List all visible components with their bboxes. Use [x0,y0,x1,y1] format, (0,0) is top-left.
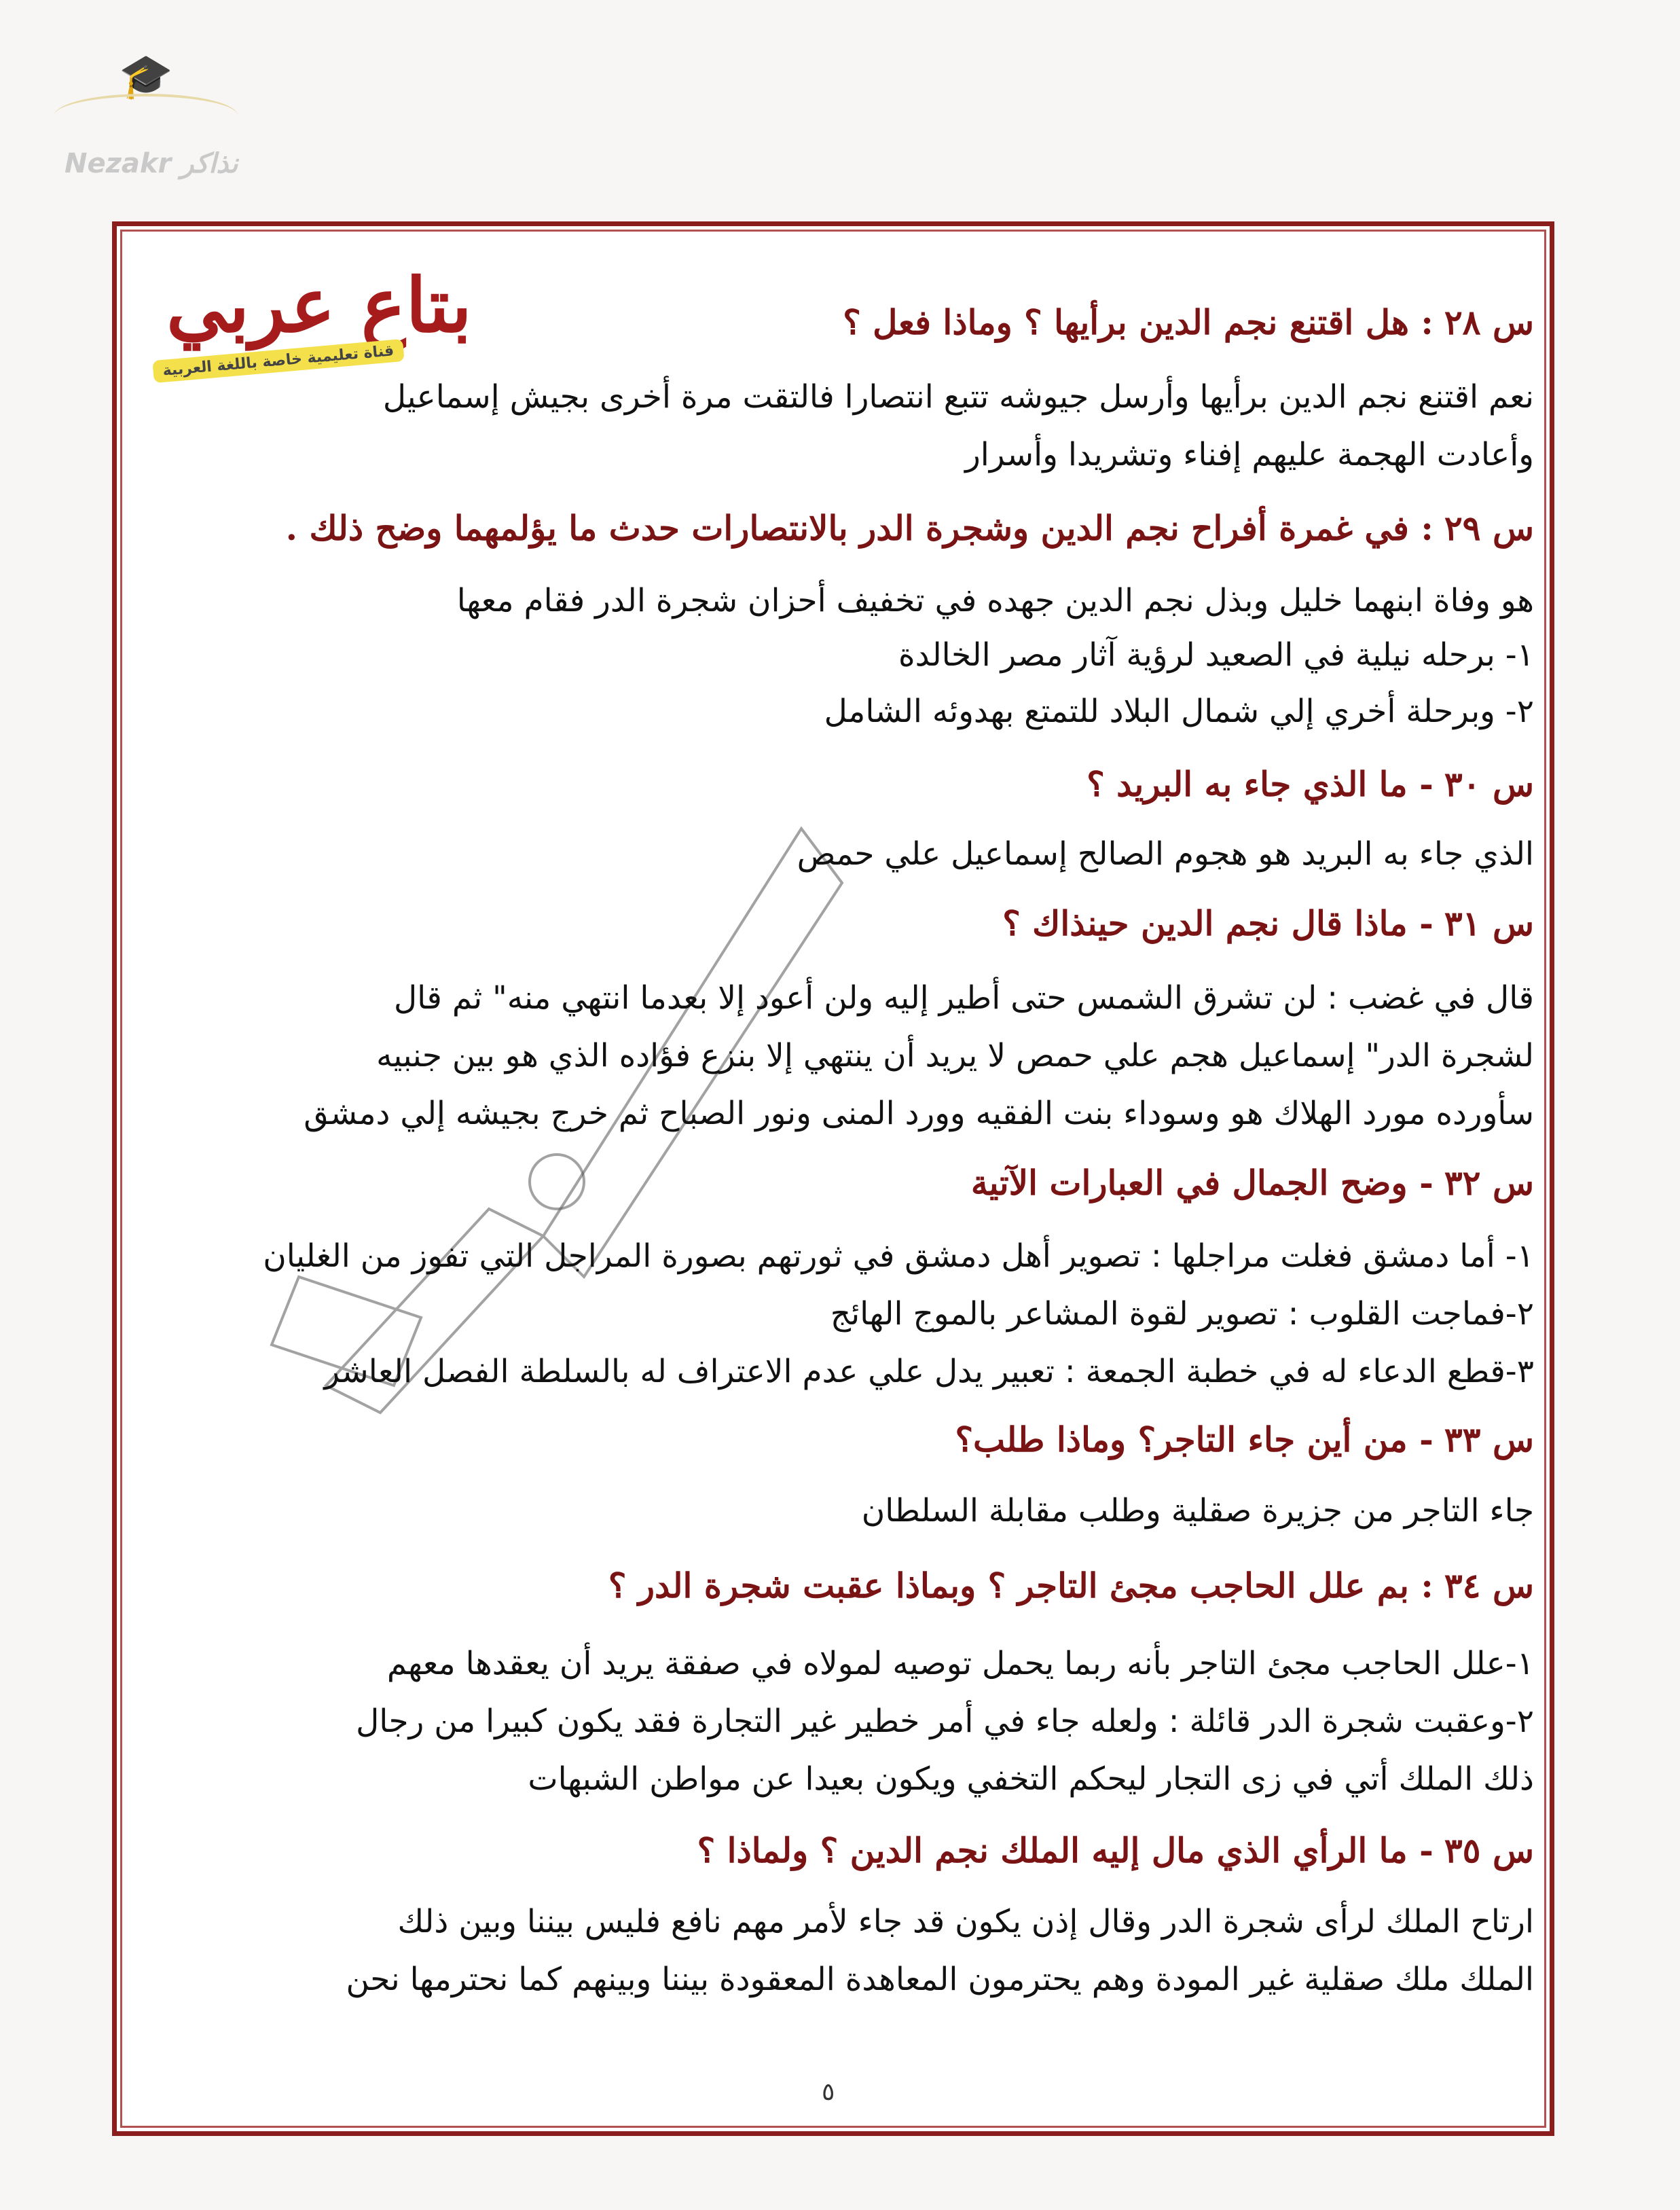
answer-line: لشجرة الدر" إسماعيل هجم علي حمص لا يريد أن ينتهي إلا بنزع فؤاده الذي هو بين جنبيه [376,1037,1534,1074]
site-logo [54,53,244,182]
question-text: - ماذا قال نجم الدين حينذاك ؟ [1002,903,1434,943]
answer-line: ١- أما دمشق فغلت مراجلها : تصوير أهل دمشق في ثورتهم بصورة المراجل التي تفوز من الغليان [263,1237,1534,1275]
question-text: - ما الذي جاء به البريد ؟ [1086,764,1434,804]
question-number: س ٣٥ [1444,1830,1534,1870]
answer-line: قال في غضب : لن تشرق الشمس حتى أطير إليه ولن أعود إلا بعدما انتهي منه" ثم قال [393,979,1534,1017]
brand-title: بتاع عربي [166,261,472,349]
question-number: س ٣٢ [1444,1163,1534,1203]
question-text: : هل اقتنع نجم الدين برأيها ؟ وماذا فعل ؟ [843,302,1434,342]
question-text: - وضح الجمال في العبارات الآتية [970,1163,1434,1203]
question-text: : في غمرة أفراح نجم الدين وشجرة الدر بالانتصارات حدث ما يؤلمهما وضح ذلك . [285,508,1434,548]
question-heading [971,1163,1534,1203]
answer-line: سأورده مورد الهلاك هو وسوداء بنت الفقيه وورد المنى ونور الصباح ثم خرج بجيشه إلي دمشق [304,1095,1534,1132]
page-number: ٥ [822,2078,835,2106]
question-heading [286,508,1534,549]
question-heading [1086,764,1534,805]
answer-line: ٢-وعقبت شجرة الدر قائلة : ولعله جاء في أمر خطير غير التجارة فقد يكون كبيرا من رجال [356,1703,1534,1740]
answer-line: الذي جاء به البريد هو هجوم الصالح إسماعيل علي حمص [797,835,1534,873]
question-heading [955,1419,1534,1460]
answer-line: ٢- وبرحلة أخري إلي شمال البلاد للتمتع بهدوئه الشامل [824,693,1534,730]
question-heading [697,1830,1534,1871]
answer-line: ارتاح الملك لرأى شجرة الدر وقال إذن يكون قد جاء لأمر مهم نافع فليس بيننا وبين ذلك [397,1903,1534,1940]
site-logo-text: Nezakr نذاكر [65,148,238,179]
brand-tagline: قناة تعليمية خاصة باللغة العربية [152,339,404,383]
question-number: س ٣٤ [1444,1565,1534,1606]
answer-line: ١-علل الحاجب مجئ التاجر بأنه ربما يحمل توصيه لمولاه في صفقة يريد أن يعقدها معهم [386,1645,1534,1682]
question-number: س ٣٠ [1444,764,1534,804]
question-text: - من أين جاء التاجر؟ وماذا طلب؟ [955,1419,1434,1460]
answer-line: الملك ملك صقلية غير المودة وهم يحترمون المعاهدة المعقودة بيننا وبينهم كما نحترمها نحن [346,1961,1534,1998]
answer-line: هو وفاة ابنهما خليل وبذل نجم الدين جهده في تخفيف أحزان شجرة الدر فقام معها [456,582,1534,619]
question-number: س ٣١ [1444,903,1534,943]
answer-line: ٢-فماجت القلوب : تصوير لقوة المشاعر بالموج الهائج [830,1295,1534,1333]
question-number: س ٢٨ [1444,302,1534,342]
answer-line: ٣-قطع الدعاء له في خطبة الجمعة : تعبير يدل علي عدم الاعتراف له بالسلطة الفصل العاشر [324,1353,1534,1390]
answer-line: ١- برحله نيلية في الصعيد لرؤية آثار مصر الخالدة [898,636,1534,674]
question-number: س ٢٩ [1444,508,1534,548]
question-number: س ٣٣ [1444,1419,1534,1460]
graduation-cap-icon: 🎓 [119,52,173,102]
question-heading [1002,903,1534,944]
question-heading [843,302,1534,343]
answer-line: وأعادت الهجمة عليهم إفناء وتشريدا وأسرار [965,436,1534,473]
answer-line: ذلك الملك أتي في زى التجار ليحكم التخفي ويكون بعيدا عن مواطن الشبهات [528,1760,1534,1798]
question-heading [608,1565,1534,1606]
answer-line: نعم اقتنع نجم الدين برأيها وأرسل جيوشه تتبع انتصارا فالتقت مرة أخرى بجيش إسماعيل [382,378,1534,416]
question-text: : بم علل الحاجب مجئ التاجر ؟ وبماذا عقبت شجرة الدر ؟ [608,1565,1434,1606]
open-book-icon [54,94,238,137]
answer-line: جاء التاجر من جزيرة صقلية وطلب مقابلة السلطان [861,1492,1534,1529]
question-text: - ما الرأي الذي مال إليه الملك نجم الدين ؟ ولماذا ؟ [697,1830,1434,1870]
